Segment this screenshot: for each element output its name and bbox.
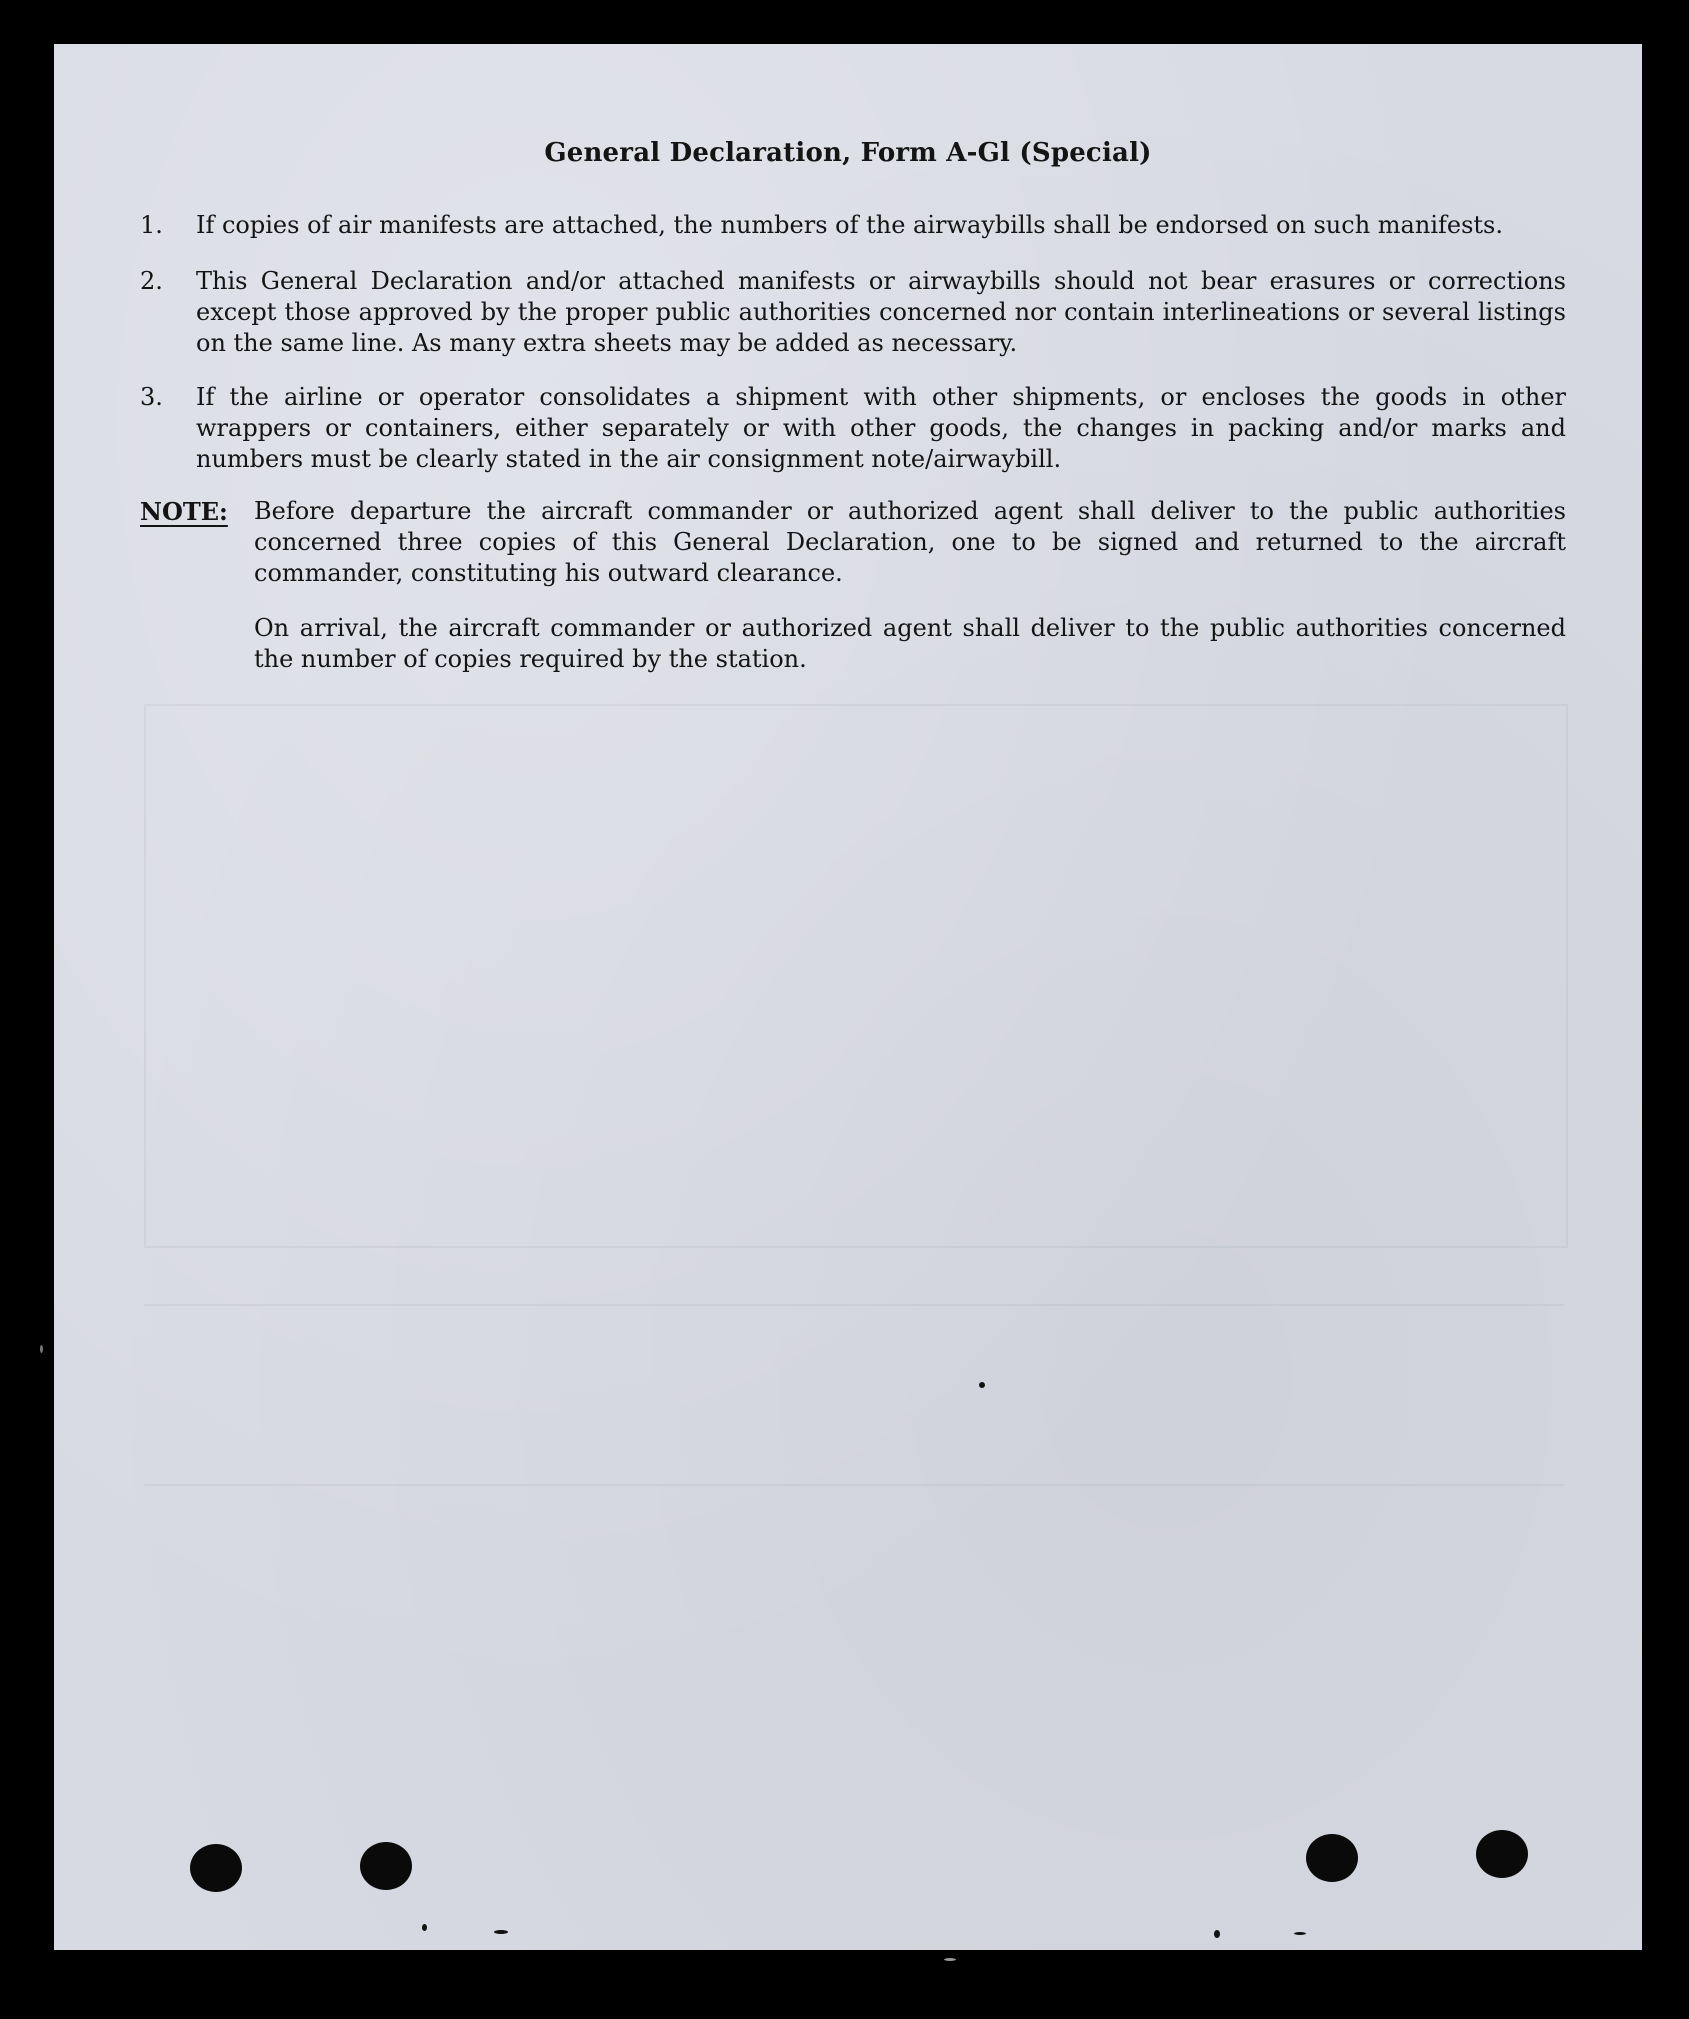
punch-hole bbox=[1306, 1834, 1358, 1882]
speck bbox=[422, 1924, 427, 1931]
speck bbox=[40, 1345, 43, 1353]
item-text: This General Declaration and/or attached manifests or airwaybills should not bear erasures or corrections except those approved by the proper public authorities concerned nor contain interlineations or several listings on the same line. As many extra sheets may be added as necessary. bbox=[196, 267, 1566, 357]
document-page bbox=[54, 44, 1642, 1950]
instruction-item-2 bbox=[140, 266, 1566, 359]
item-text: If copies of air manifests are attached, the numbers of the airwaybills shall be endorsed on such manifests. bbox=[196, 211, 1503, 239]
document-title: General Declaration, Form A-Gl (Special) bbox=[544, 138, 1152, 168]
speck bbox=[1214, 1930, 1220, 1938]
item-text: If the airline or operator consolidates a shipment with other shipments, or encloses the goods in other wrappers or containers, either separately or with other goods, the changes in packing and/or marks and numbers must be clearly stated in the air consignment note/airwaybill. bbox=[196, 383, 1566, 473]
bleed-through-box bbox=[144, 704, 1568, 1248]
speck bbox=[494, 1930, 508, 1934]
note-label: NOTE: bbox=[140, 497, 228, 526]
bleed-through-line bbox=[144, 1484, 1564, 1486]
note-section bbox=[140, 496, 1566, 699]
note-paragraph-arrival: On arrival, the aircraft commander or authorized agent shall deliver to the public authorities concerned the number of copies required by the station. bbox=[254, 614, 1566, 673]
item-number: 3. bbox=[140, 383, 163, 411]
bleed-through-line bbox=[144, 1304, 1564, 1306]
item-number: 2. bbox=[140, 267, 163, 295]
instruction-item-1 bbox=[140, 210, 1566, 241]
speck bbox=[1294, 1932, 1306, 1935]
speck bbox=[944, 1958, 956, 1961]
note-paragraph-departure: Before departure the aircraft commander or authorized agent shall deliver to the public authorities concerned three copies of this General Declaration, one to be signed and returned to the aircraft commander, constituting his outward clearance. bbox=[254, 497, 1566, 587]
punch-hole bbox=[1476, 1830, 1528, 1878]
instruction-item-3 bbox=[140, 382, 1566, 475]
speck bbox=[979, 1382, 985, 1388]
punch-hole bbox=[190, 1844, 242, 1892]
punch-hole bbox=[360, 1842, 412, 1890]
note-body bbox=[254, 496, 1566, 675]
item-number: 1. bbox=[140, 211, 163, 239]
